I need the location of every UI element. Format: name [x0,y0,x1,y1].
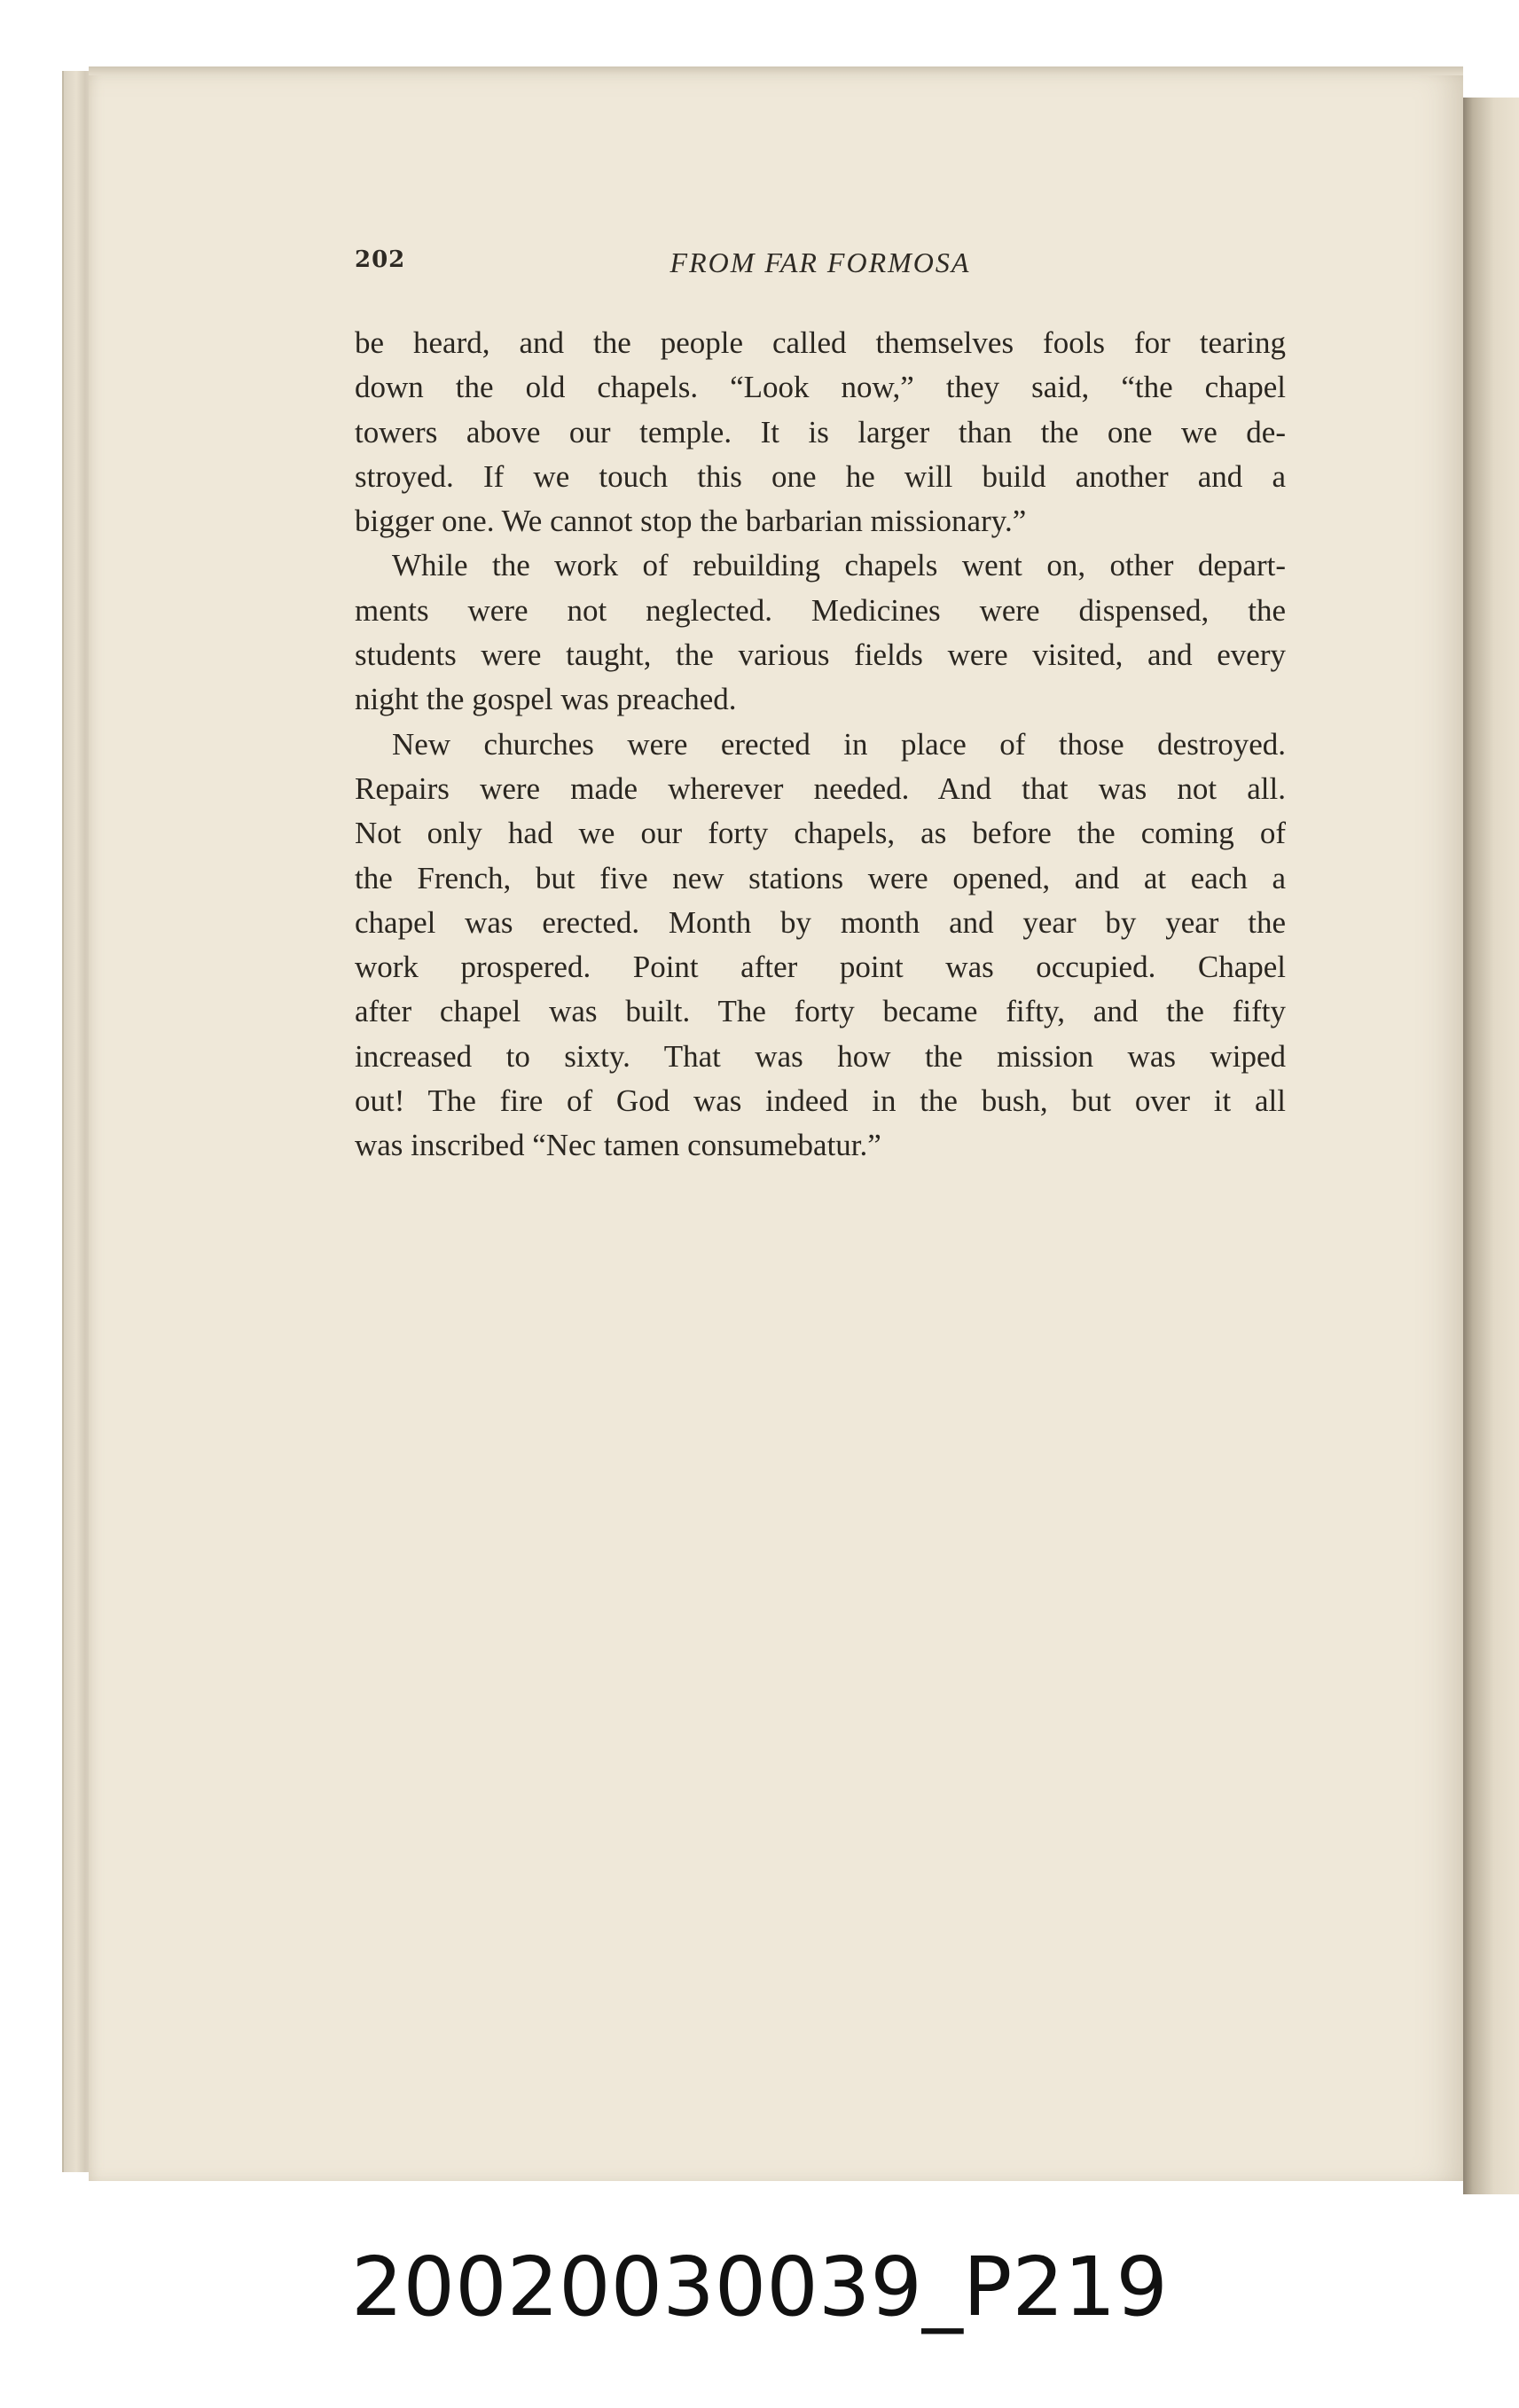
page-number: 202 [355,246,406,273]
text-line: night the gospel was preached. [355,682,737,717]
text-line: towers above our temple. It is larger than the one we de- [355,414,1286,450]
text-line: New churches were erected in place of those destroyed. [392,726,1286,762]
text-line: stroyed. If we touch this one he will build another and a [355,458,1286,494]
text-line: increased to sixty. That was how the mission was wiped [355,1038,1286,1074]
running-head: FROM FAR FORMOSA [669,246,971,278]
text-line: students were taught, the various fields were visited, and every [355,637,1286,673]
text-line: ments were not neglected. Medicines were dispensed, the [355,592,1286,628]
text-line: was inscribed “Nec tamen consumebatur.” [355,1128,881,1163]
text-line: work prospered. Point after point was occupied. Chapel [355,950,1286,985]
text-line: after chapel was built. The forty became fifty, and the fifty [355,994,1286,1029]
text-line: be heard, and the people called themselves fools for tearing [355,325,1286,360]
image-caption: 20020030039_P219 [351,2240,1168,2334]
facing-page-edge [1463,98,1519,2194]
text-line: out! The fire of God was indeed in the bush, but over it all [355,1083,1286,1119]
body-text [355,321,1286,1169]
text-line: Not only had we our forty chapels, as before the coming of [355,816,1286,851]
text-line: the French, but five new stations were opened, and at each a [355,860,1286,895]
text-line: down the old chapels. “Look now,” they said, “the chapel [355,370,1286,405]
page-header [355,246,1286,291]
text-line: bigger one. We cannot stop the barbarian missionary.” [355,504,1027,539]
text-line: Repairs were made wherever needed. And that was not all. [355,770,1286,806]
text-line: chapel was erected. Month by month and year by year the [355,904,1286,940]
text-line: While the work of rebuilding chapels went on, other depart- [392,548,1286,583]
